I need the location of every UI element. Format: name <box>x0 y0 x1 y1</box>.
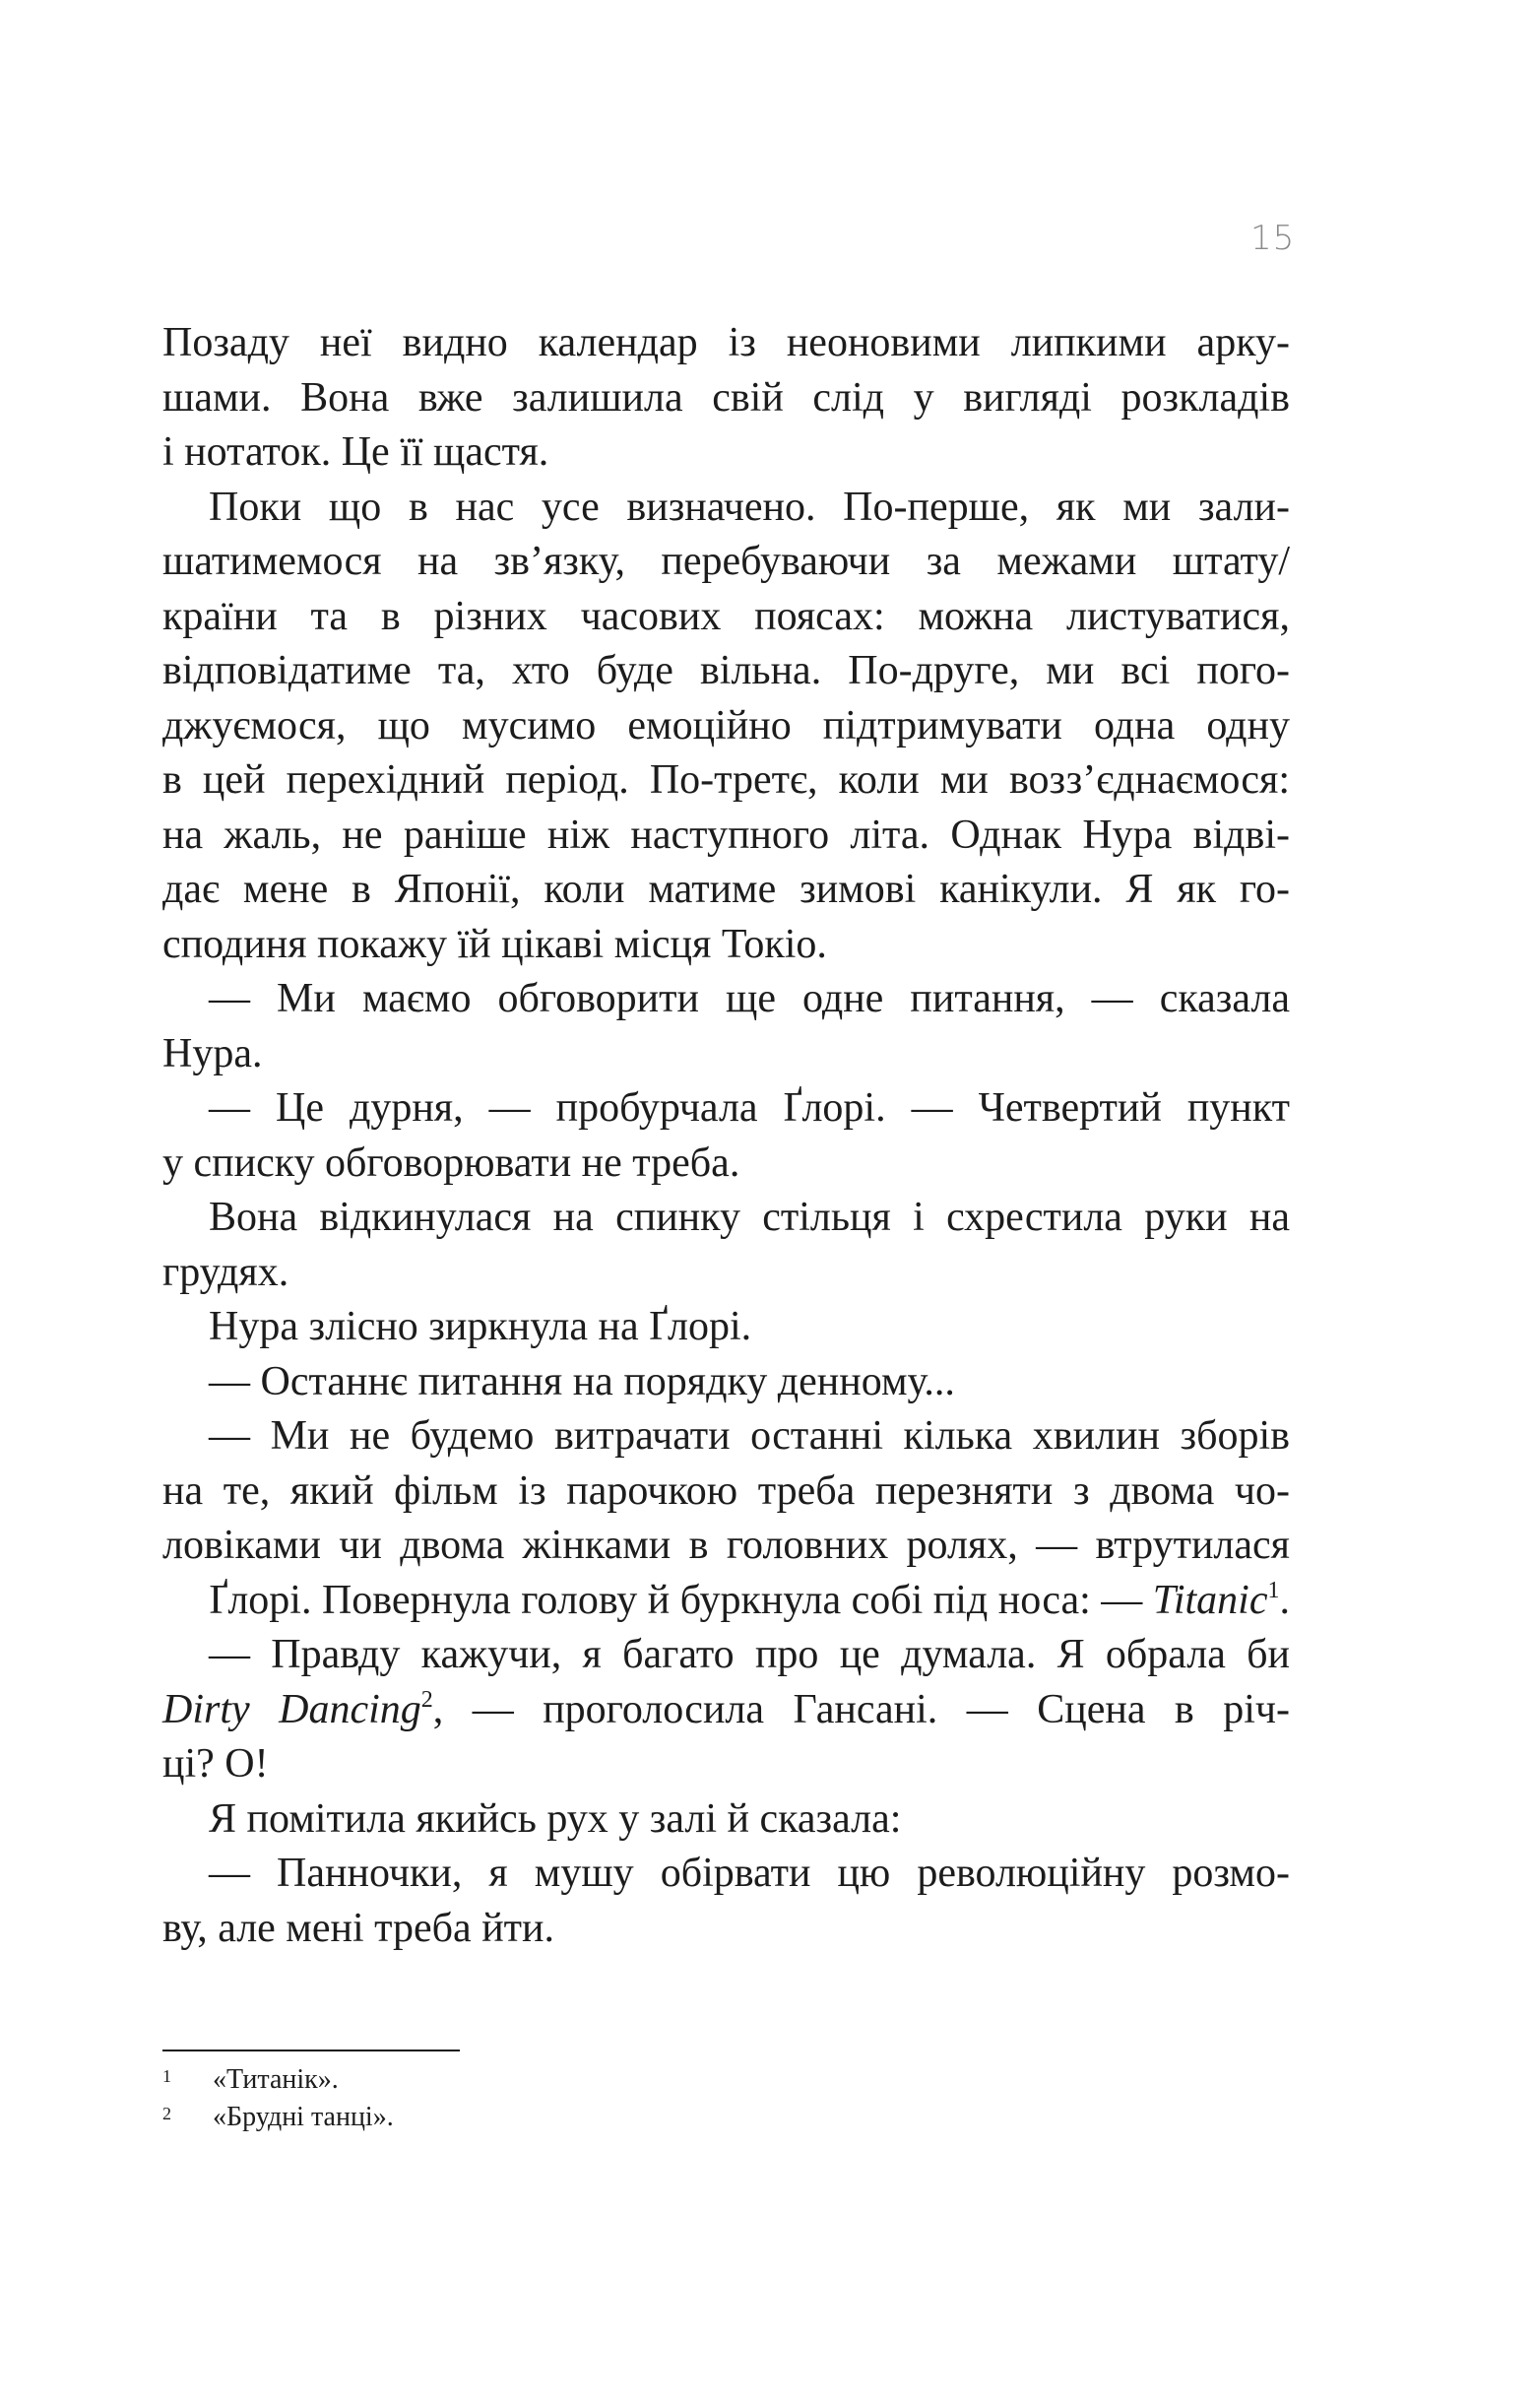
text-line: у списку обговорювати не треба. <box>162 1139 740 1186</box>
footnote-text: «Брудні танці». <box>213 2102 394 2132</box>
text-line: — Ми не будемо витрачати останні кілька хвилин зборів <box>209 1413 1290 1459</box>
text-line: грудях. <box>162 1249 289 1295</box>
text-line: країни та в різних часових поясах: можна листуватися, <box>162 593 1290 639</box>
text-segment: , — проголосила Гансані. — Сцена в річ- <box>432 1686 1291 1732</box>
text-line: — Ми маємо обговорити ще одне питання, — сказала <box>209 976 1290 1021</box>
text-line: Нура злісно зиркнула на Ґлорі. <box>209 1304 752 1349</box>
footnote-ref-1[interactable]: 1 <box>1267 1577 1280 1603</box>
text-line: на жаль, не раніше ніж наступного літа. Однак Нура відві- <box>162 812 1290 858</box>
text-line: — Це дурня, — пробурчала Ґлорі. — Четвертий пункт <box>209 1085 1290 1131</box>
footnote-item <box>162 2099 852 2136</box>
italic-title-titanic: Titanic <box>1152 1577 1268 1623</box>
italic-title-dirty-dancing: Dirty Dancing <box>162 1686 421 1732</box>
page-number: 15 <box>1250 219 1296 258</box>
footnote-number: 2 <box>162 2104 171 2123</box>
sentence-end: . <box>1279 1577 1290 1623</box>
text-line: — Панночки, я мушу обірвати цю революційну розмо- <box>209 1851 1290 1896</box>
text-line: шатимемося на зв’язку, перебуваючи за межами штату/ <box>162 539 1290 584</box>
text-line: в цей перехідний період. По-третє, коли ми возз’єднаємося: <box>162 757 1290 803</box>
text-line: — Правду кажучи, я багато про це думала. Я обрала би <box>209 1632 1290 1677</box>
text-line-with-footnote <box>162 1683 1290 1738</box>
footnote-ref-2[interactable]: 2 <box>420 1686 433 1713</box>
text-line: Нура. <box>162 1030 263 1076</box>
body-text <box>162 316 1290 1956</box>
text-line: ці? О! <box>162 1741 269 1787</box>
text-line: Я помітила якийсь рух у залі й сказала: <box>209 1795 902 1842</box>
text-line: ловіками чи двома жінками в головних ролях, — втрутилася <box>162 1523 1290 1568</box>
text-line: шами. Вона вже залишила свій слід у вигляді розкладів <box>162 374 1290 421</box>
text-line: на те, який фільм із парочкою треба перезняти з двома чо- <box>162 1467 1290 1514</box>
text-line: Вона відкинулася на спинку стільця і схрестила руки на <box>209 1195 1290 1240</box>
footnotes <box>162 2061 852 2136</box>
footnote-number: 1 <box>162 2066 171 2086</box>
footnote-divider <box>162 2050 460 2051</box>
text-line: ву, але мені треба йти. <box>162 1905 554 1951</box>
text-line: і нотаток. Це її щастя. <box>162 429 549 475</box>
text-line-with-footnote <box>162 1574 1290 1629</box>
text-line: Поки що в нас усе визначено. По-перше, як ми зали- <box>209 484 1290 530</box>
text-line: сподиня покажу їй цікаві місця Токіо. <box>162 921 827 967</box>
text-line: — Останнє питання на порядку денному... <box>209 1358 955 1404</box>
text-line: джуємося, що мусимо емоційно підтримувати одна одну <box>162 702 1290 748</box>
text-segment: Ґлорі. Повернула голову й буркнула собі під носа: — <box>209 1577 1143 1623</box>
text-line: дає мене в Японії, коли матиме зимові канікули. Я як го- <box>162 867 1290 912</box>
text-line: відповідатиме та, хто буде вільна. По-друге, ми всі пого- <box>162 648 1290 693</box>
footnote-text: «Титанік». <box>213 2064 339 2095</box>
footnote-item <box>162 2061 852 2099</box>
text-line: Позаду неї видно календар із неоновими липкими арку- <box>162 320 1290 365</box>
